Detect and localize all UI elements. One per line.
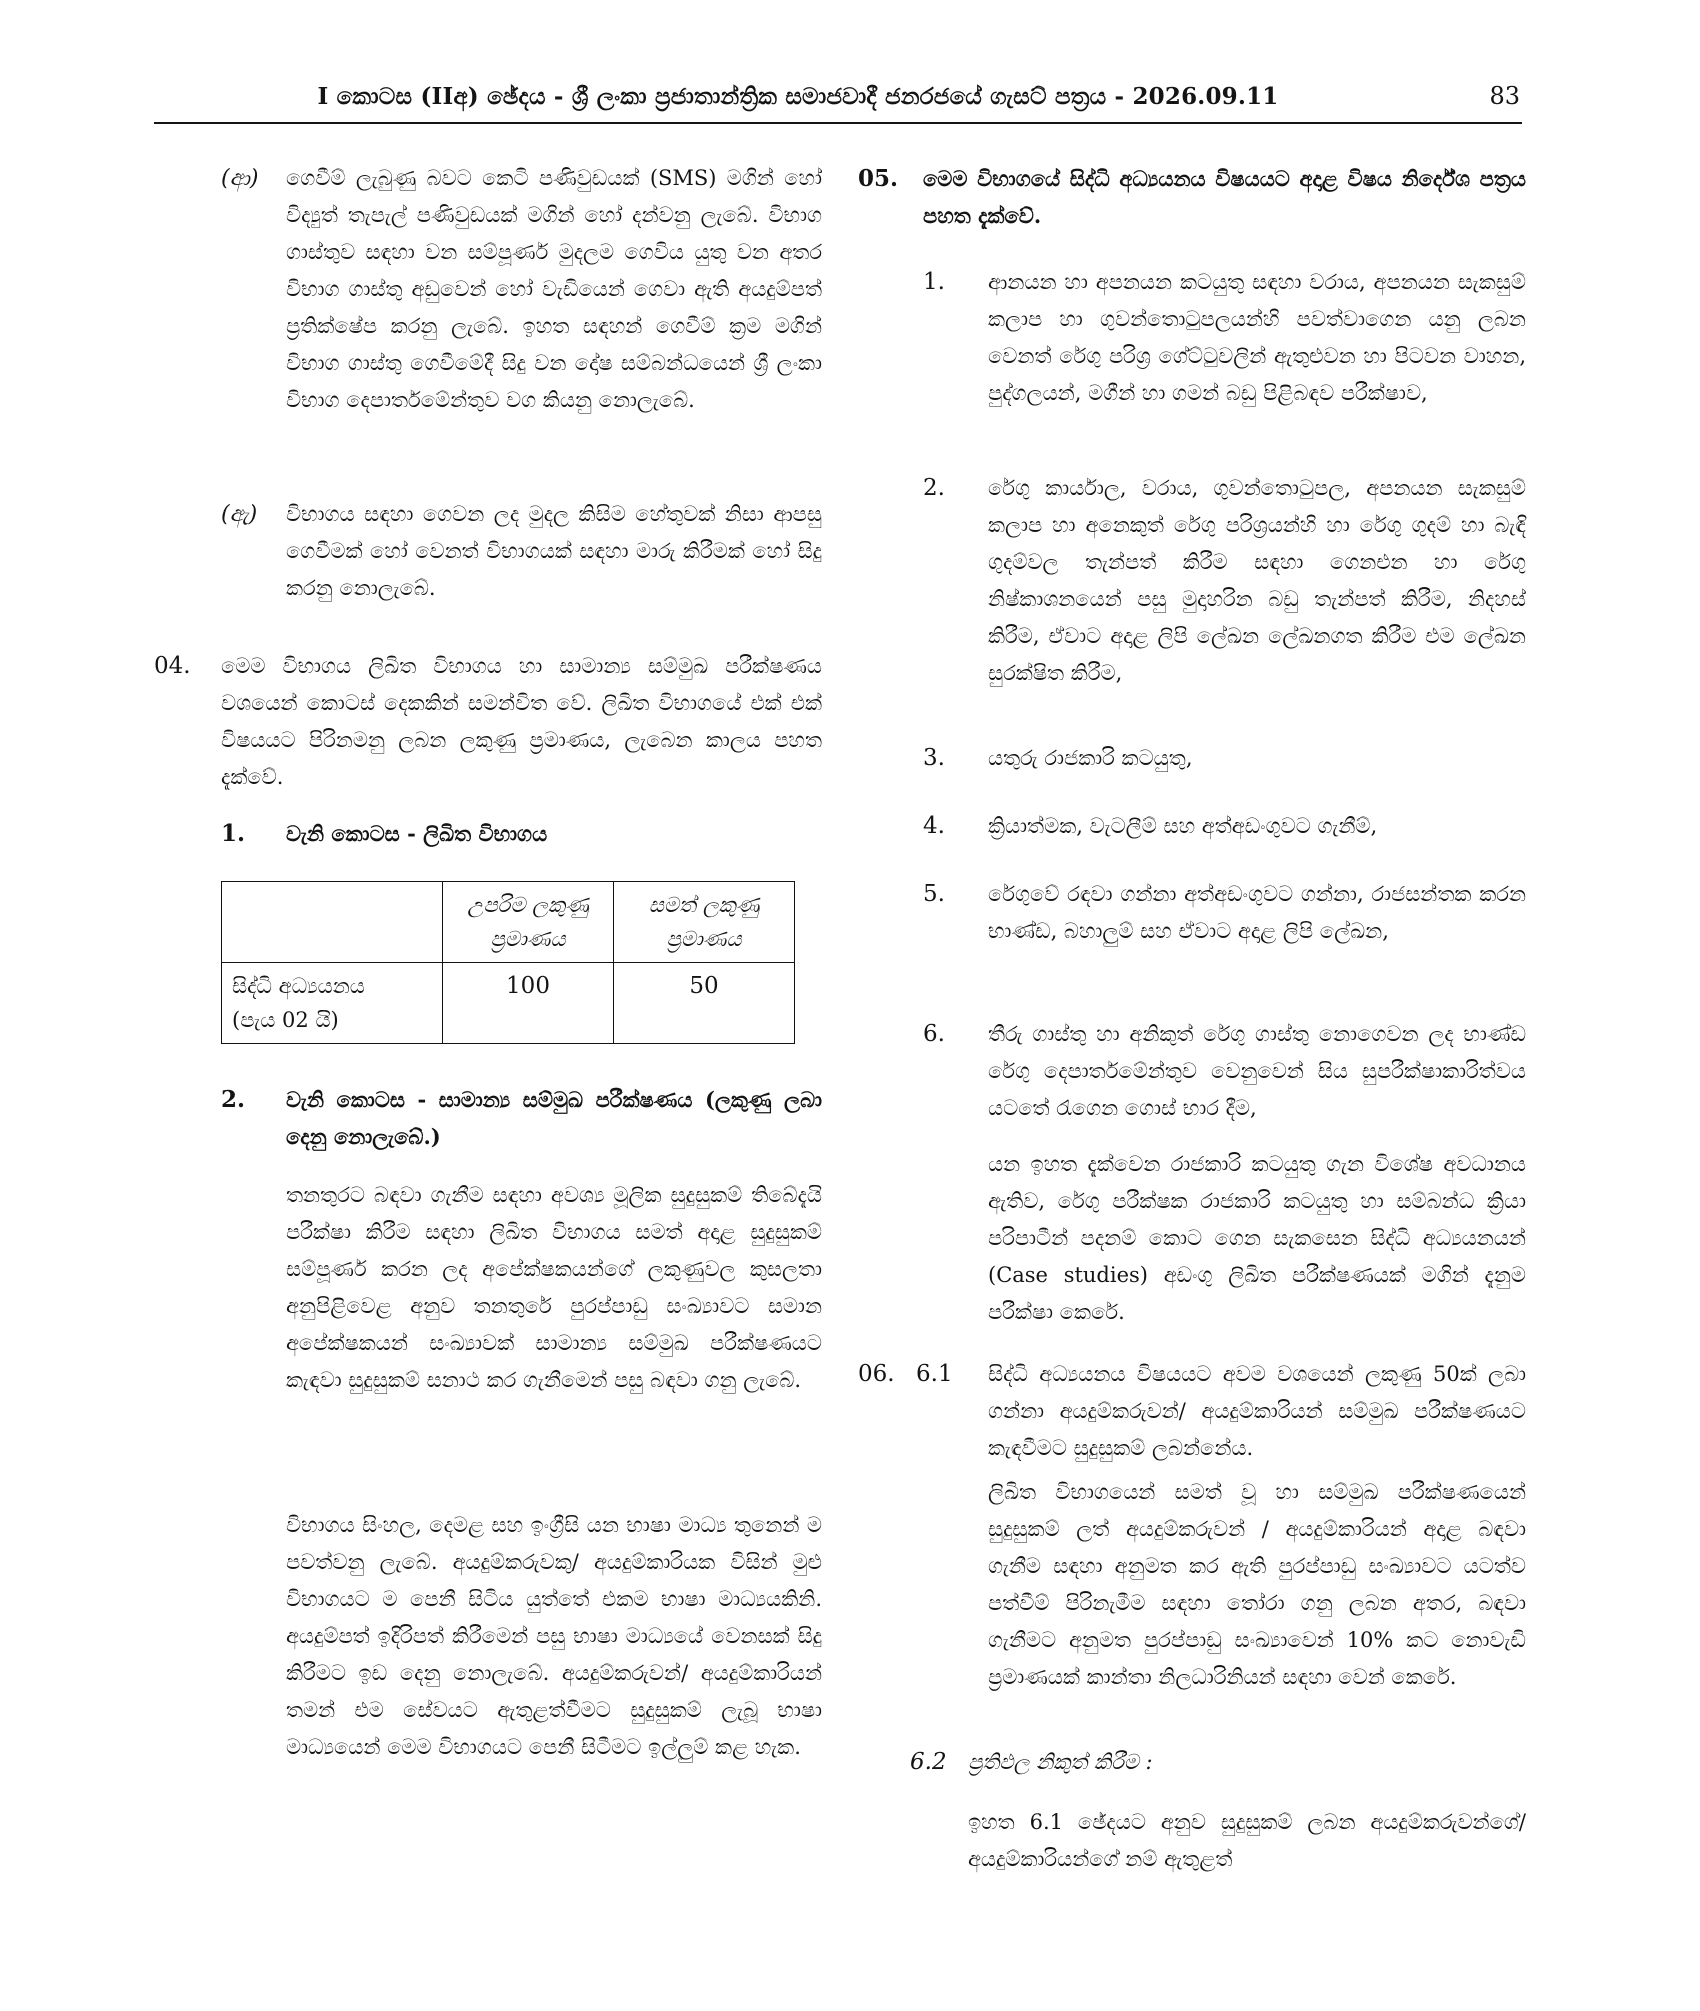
right-column	[858, 160, 1526, 1884]
table-cell-max: 100	[443, 963, 614, 1044]
part-2-para-2	[154, 1507, 822, 1807]
list-item	[858, 876, 1526, 1016]
list-item-text: රේගු කාර්යාල, වරාය, ගුවන්තොටුපල, අපනයන සැකසුම් කලාප හා අනෙකුත් රේගු පරිශ්‍රයන්හි හා රේගු ගුදම් හා බැඳි ගුදම්වල තැන්පත් කිරීම සඳහා ගෙනඑන හා රේගු නිෂ්කාශනයෙන් පසු මුදාහරින බඩු තැන්පත් කිරීම, නිදහස් කිරීම, ඒවාට අදාළ ලිපි ලේඛන ලේඛනගත කිරීම එම ලේඛන සුරක්ෂිත කිරීම,	[988, 476, 1526, 685]
subject-name: සිද්ධි අධ්‍යයනය	[232, 974, 365, 998]
part-2-title: වැනි කොටස - සාමාන්‍ය සම්මුඛ පරීක්ෂණය (ලකුණු ලබා දෙනු නොලැබේ.)	[286, 1087, 822, 1149]
list-item-text: ක්‍රියාත්මක, වැටලීම් සහ අත්අඩංගුවට ගැනීම්,	[988, 814, 1378, 838]
list-item-text: රේගුවේ රඳවා ගන්නා අත්අඩංගුවට ගන්නා, රාජසන්තක කරන භාණ්ඩ, බහාලුම් සහ ඒවාට අදාළ ලිපි ලේඛන,	[988, 882, 1526, 943]
list-item-text: ආනයන හා අපනයන කටයුතු සඳහා වරාය, අපනයන සැකසුම් කලාප හා ගුවන්තොටුපලයන්හි පවත්වාගෙන යනු ලබන වෙනත් රේගු පරිශ්‍ර ගේට්ටුවලින් ඇතුළුවන හා පිටවන වාහන, පුද්ගලයන්, මගීන් හා ගමන් බඩු පිළිබඳව පරීක්ෂාව,	[988, 270, 1526, 405]
section-6-1-number: 6.1	[916, 1361, 953, 1387]
marks-table-wrap	[154, 881, 822, 1081]
table-cell-pass: 50	[614, 963, 795, 1044]
part-2-para-2-text: විභාගය සිංහල, දෙමළ සහ ඉංග්‍රීසි යන භාෂා මාධ්‍ය තුනෙන් ම පවත්වනු ලැබේ. අයදුම්කරුවකු/ අයදුම්කාරියක විසින් මුළු විභාගයට ම පෙනී සිටිය යුත්තේ එකම භාෂා මාධ්‍යයකිනි. අයදුම්පත් ඉදිරිපත් කිරීමෙන් පසු භාෂා මාධ්‍යයේ වෙනසක් සිදු කිරීමට ඉඩ දෙනු නොලැබේ. අයදුම්කරුවන්/ අයදුම්කාරියන් තමන් එම සේවයට ඇතුළත්වීමට සුදුසුකම් ලැබූ භාෂා මාධ්‍යයෙන් මෙම විභාගයට පෙනී සිටීමට ඉල්ලුම් කළ හැක.	[286, 1513, 823, 1759]
section-6-2-text: ඉහත 6.1 ඡේදයට අනුව සුදුසුකම් ලබන අයදුම්කරුවන්ගේ/ අයදුම්කාරියන්ගේ නම් ඇතුළත්	[968, 1810, 1526, 1871]
list-item-text: තීරු ගාස්තු හා අනිකුත් රේගු ගාස්තු නොගෙවන ලද භාණ්ඩ රේගු දෙපාර්තමේන්තුව වෙනුවෙන් සිය සුපරීක්ෂාකාරිත්වය යටතේ රැගෙන ගොස් භාර දීම,	[988, 1022, 1526, 1120]
section-6-2-number: 6.2	[910, 1749, 947, 1775]
list-item-number: 1.	[923, 269, 945, 295]
part-1-heading	[154, 815, 822, 881]
item-ae-label: (ඇ)	[221, 502, 258, 527]
section-6-1-text: සිද්ධි අධ්‍යයනය විෂයයට අවම වශයෙන් ලකුණු 50ක් ලබා ගන්නා අයදුම්කරුවන්/ අයදුම්කාරියන් සම්මුඛ පරීක්ෂණයට කැඳවීමට සුදුසුකම් ලබන්නේය.	[988, 1362, 1526, 1460]
item-aa-label: (ආ)	[221, 166, 259, 191]
section-6-2-title: ප්‍රතිඵල නිකුත් කිරීම :	[968, 1750, 1153, 1774]
section-04	[154, 648, 822, 815]
table-header-empty	[222, 882, 443, 963]
section-04-text: මෙම විභාගය ලිඛිත විභාගය හා සාමාන්‍ය සම්මුඛ පරීක්ෂණය වශයෙන් කොටස් දෙකකින් සමන්විත වේ. ලිඛිත විභාගයේ එක් එක් විෂයයට පිරිනමනු ලබන ලකුණු ප්‍රමාණය, ලැබෙන කාලය පහත දැක්වේ.	[221, 654, 822, 789]
list-item	[858, 1016, 1526, 1146]
gazette-header	[154, 76, 1522, 124]
table-header-pass-marks: සමත් ලකුණු ප්‍රමාණය	[614, 882, 795, 963]
item-ae-text: විභාගය සඳහා ගෙවන ලද මුදල කිසිම හේතුවක් නිසා ආපසු ගෙවීමක් හෝ වෙනත් විභාගයක් සඳහා මාරු කිරීමක් හෝ සිදු කරනු නොලැබේ.	[286, 502, 822, 600]
part-2-para-1	[154, 1177, 822, 1507]
section-6-1-para-2	[858, 1474, 1526, 1744]
table-cell-subject	[222, 963, 443, 1044]
list-item-number: 2.	[923, 475, 945, 501]
table-row	[222, 963, 795, 1044]
section-06-number: 06.	[858, 1361, 895, 1387]
section-05-heading: මෙම විභාගයේ සිද්ධි අධ්‍යයනය විෂයයට අදාළ විෂය නිර්දේශ පත්‍රය පහත දැක්වේ.	[923, 166, 1526, 228]
list-item	[858, 740, 1526, 808]
page-number: 83	[1489, 82, 1520, 110]
list-item-number: 5.	[923, 881, 945, 907]
item-aa-text: ගෙවීම් ලැබුණු බවට කෙටි පණිවුඩයක් (SMS) මගින් හෝ විද්‍යුත් තැපැල් පණිවුඩයක් මගින් හෝ දන්වනු ලැබේ. විභාග ගාස්තුව සඳහා වන සම්පූර්ණ මුදලම ගෙවිය යුතු වන අතර විභාග ගාස්තු අඩුවෙන් හෝ වැඩියෙන් ගෙවා ඇති අයදුම්පත් ප්‍රතික්ෂේප කරනු ලැබේ. ඉහත සඳහන් ගෙවීම් ක්‍රම මගින් විභාග ගාස්තු ගෙවීමේදී සිදු වන දෝෂ සම්බන්ධයෙන් ශ්‍රී ලංකා විභාග දෙපාර්තමේන්තුව වග කියනු නොලැබේ.	[286, 166, 822, 412]
part-2-number: 2.	[221, 1086, 246, 1113]
item-aa	[154, 160, 822, 496]
section-6-2-body	[858, 1804, 1526, 1884]
section-04-number: 04.	[154, 653, 191, 679]
table-header-row	[222, 882, 795, 963]
section-06-1	[858, 1356, 1526, 1474]
section-05	[858, 160, 1526, 264]
part-1-title: වැනි කොටස - ලිඛිත විභාගය	[286, 821, 548, 846]
list-item	[858, 470, 1526, 740]
items-summary-text: යන ඉහත දැක්වෙන රාජකාරි කටයුතු ගැන විශේෂ අවධානය ඇතිව, රේගු පරීක්ෂක රාජකාරි කටයුතු හා සම්බන්ධ ක්‍රියා පරිපාටීන් පදනම් කොට ගෙන සැකසෙන සිද්ධි අධ්‍යයනයන් (Case studies) අඩංගු ලිඛිත පරීක්ෂණයක් මගින් දැනුම පරීක්ෂා කෙරේ.	[988, 1152, 1526, 1324]
section-6-2-heading	[858, 1744, 1526, 1804]
list-item-number: 6.	[923, 1021, 945, 1047]
left-column	[154, 160, 822, 1807]
table-header-max-marks: උපරිම ලකුණු ප්‍රමාණය	[443, 882, 614, 963]
part-1-number: 1.	[221, 820, 246, 847]
section-6-1-para-2-text: ලිඛිත විභාගයෙන් සමත් වූ හා සම්මුඛ පරීක්ෂණයෙන් සුදුසුකම් ලත් අයදුම්කරුවන් / අයදුම්කාරියන් අදාළ බඳවා ගැනීම සඳහා අනුමත කර ඇති පුරප්පාඩු සංඛ්‍යාවට යටත්ව පත්වීම් පිරිනැමීම සඳහා තෝරා ගනු ලබන අතර, බඳවා ගැනීමට අනුමත පුරප්පාඩු සංඛ්‍යාවෙන් 10% කට නොවැඩි ප්‍රමාණයක් කාන්තා නිලධාරිනියන් සඳහා වෙන් කෙරේ.	[988, 1480, 1526, 1689]
part-2-para-1-text: තනතුරට බඳවා ගැනීම සඳහා අවශ්‍ය මූලික සුදුසුකම් තිබේදැයි පරීක්ෂා කිරීම සඳහා ලිඛිත විභාගය සමත් අදාළ සුදුසුකම් සම්පූර්ණ කරන ලද අපේක්ෂකයන්ගේ ලකුණුවල කුසලතා අනුපිළිවෙළ අනුව තනතුරේ පුරප්පාඩු සංඛ්‍යාවට සමාන අපේක්ෂකයන් සංඛ්‍යාවක් සාමාන්‍ය සම්මුඛ පරීක්ෂණයට කැඳවා සුදුසුකම් සනාථ කර ගැනීමෙන් පසු බඳවා ගනු ලැබේ.	[286, 1183, 822, 1392]
part-2-heading	[154, 1081, 822, 1177]
list-item-text: යතුරු රාජකාරි කටයුතු,	[988, 746, 1193, 770]
list-item-number: 3.	[923, 745, 945, 771]
list-item	[858, 264, 1526, 470]
list-item	[858, 808, 1526, 876]
subject-duration: (පැය 02 යි)	[232, 1008, 339, 1032]
section-05-number: 05.	[858, 165, 899, 192]
item-ae	[154, 496, 822, 648]
items-summary	[858, 1146, 1526, 1356]
gazette-title: I කොටස (IIඅ) ඡේදය - ශ්‍රී ලංකා ප්‍රජාතාන්ත්‍රික සමාජවාදී ජනරජයේ ගැසට් පත්‍රය - 2026.09.11	[317, 83, 1279, 110]
list-item-number: 4.	[923, 813, 945, 839]
marks-table	[221, 881, 795, 1044]
